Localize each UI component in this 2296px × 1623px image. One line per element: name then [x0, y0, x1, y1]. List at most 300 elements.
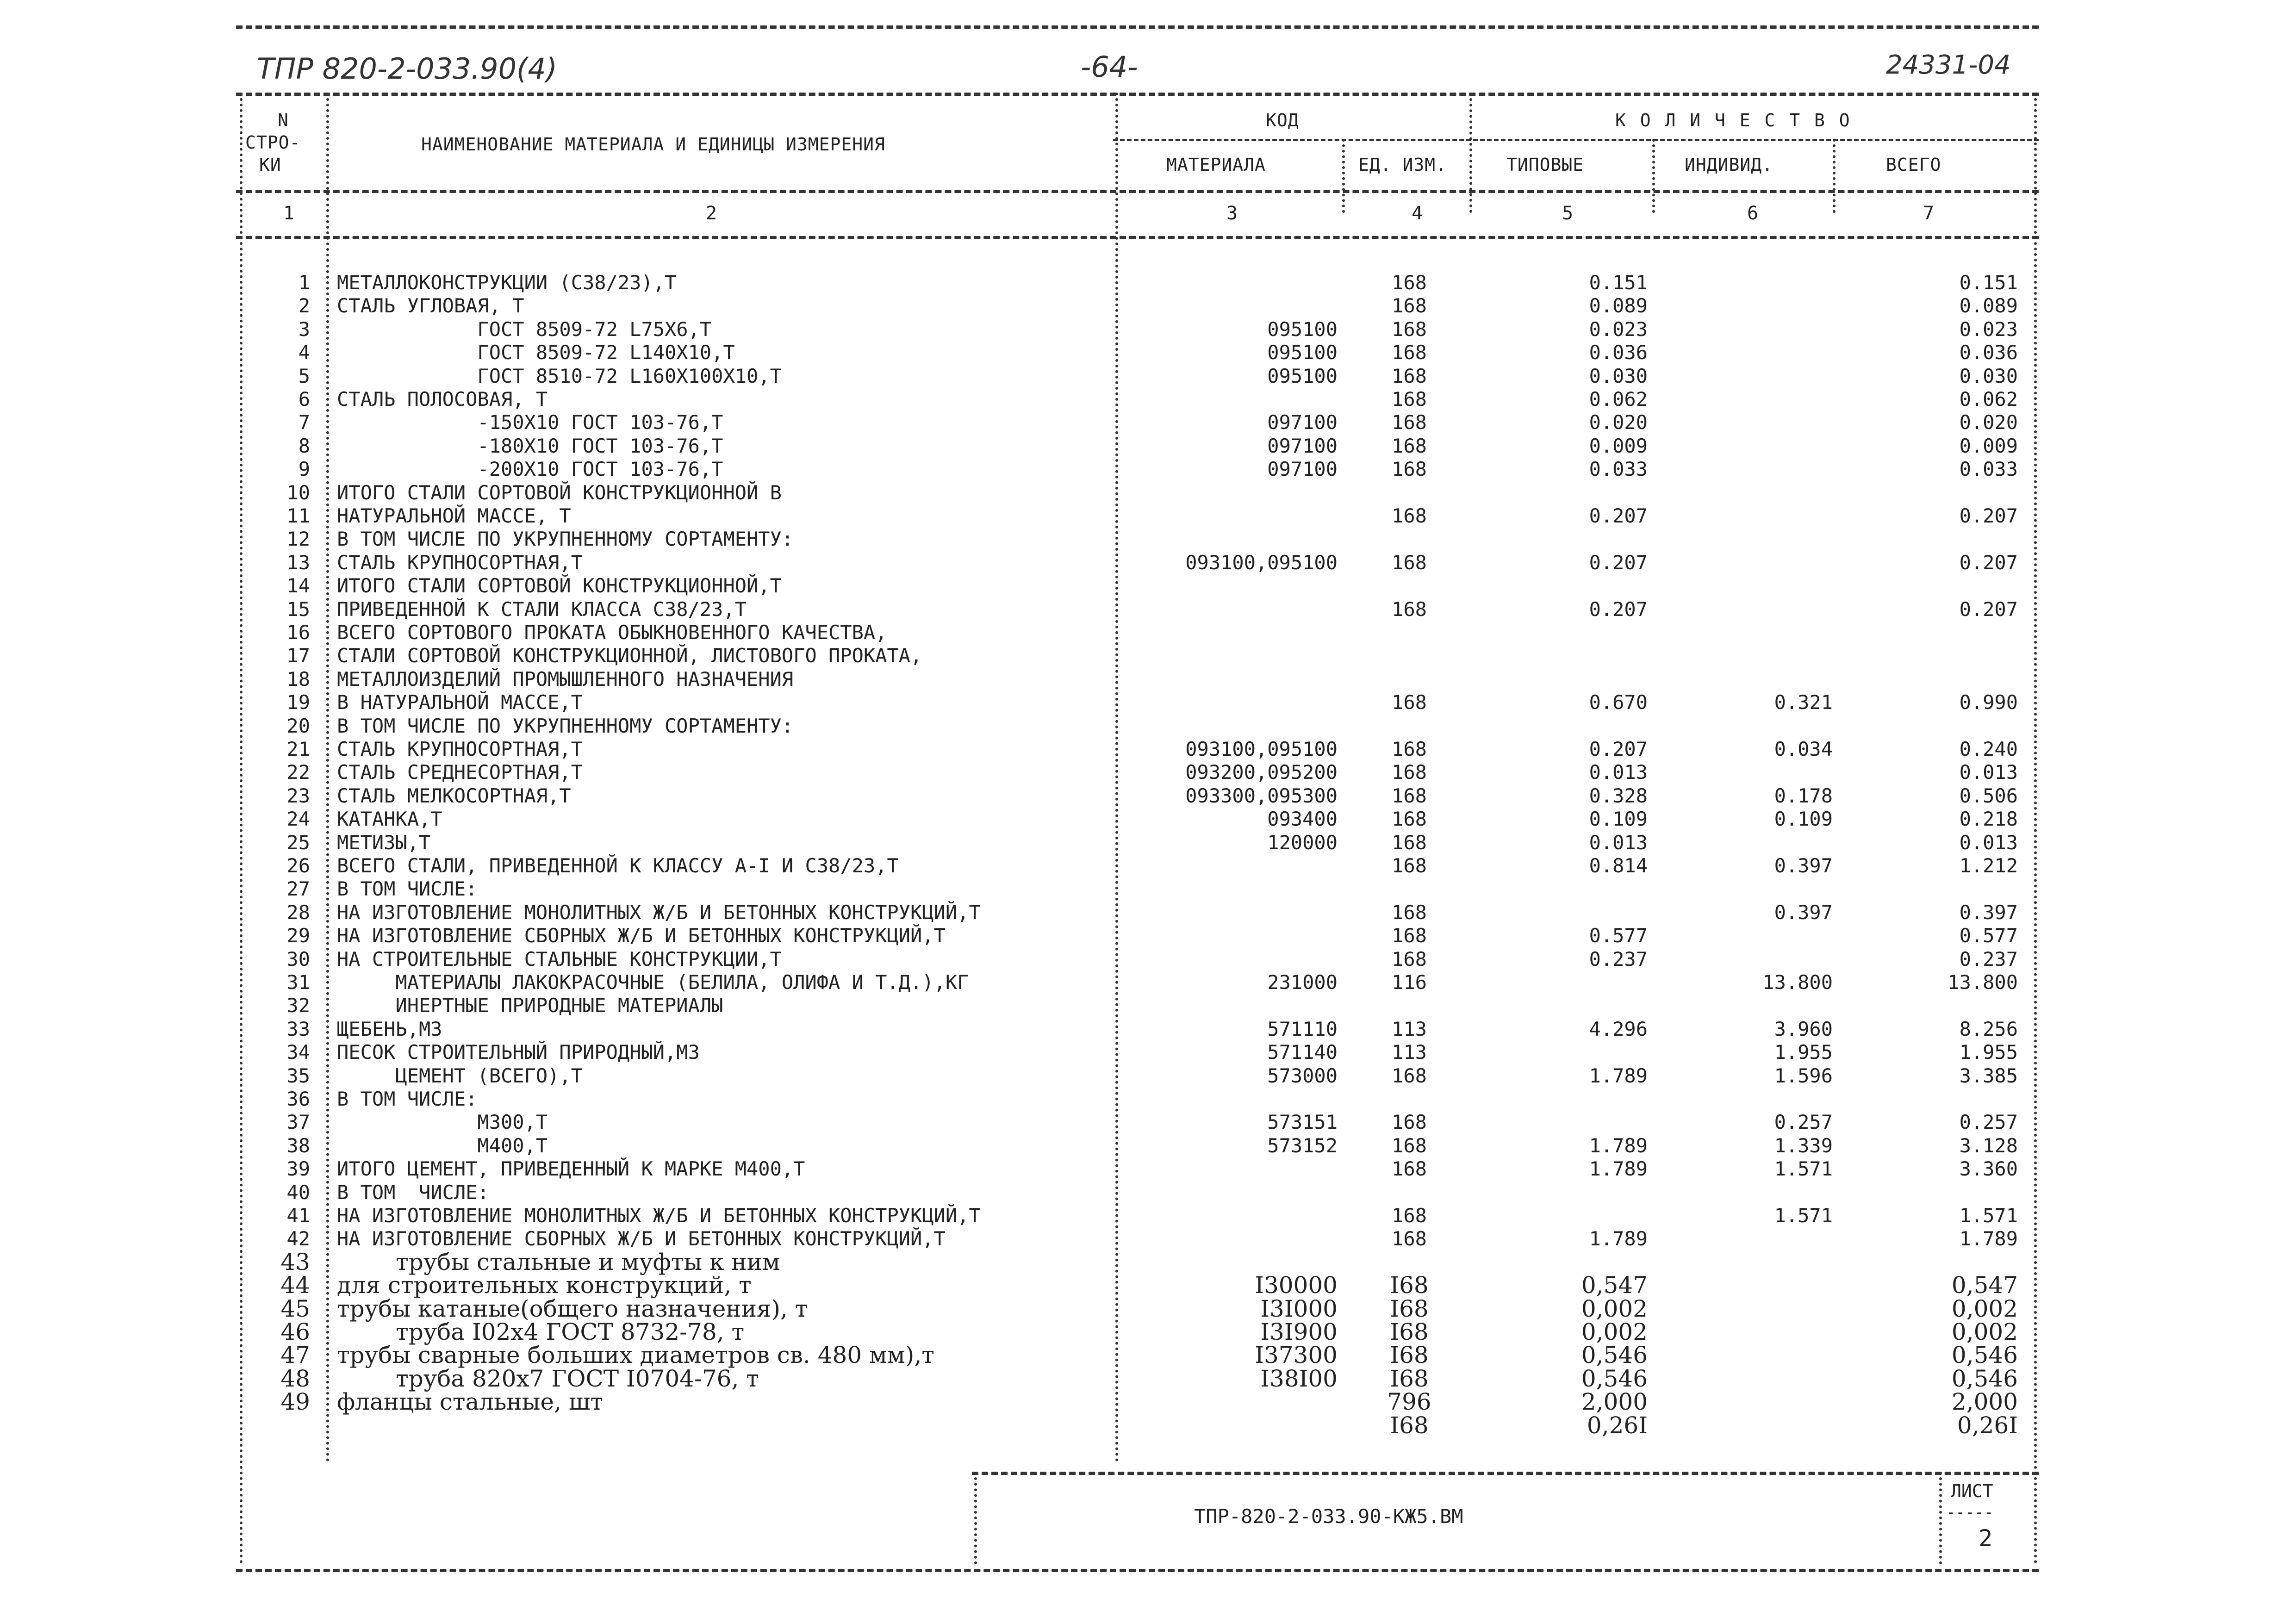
individual-qty: 1.571	[1774, 1204, 1833, 1227]
total-qty: 1.955	[1959, 1041, 2018, 1064]
material-code: I38I00	[1260, 1365, 1338, 1392]
material-name: В ТОМ ЧИСЛЕ:	[337, 1181, 489, 1204]
row-number: 4	[298, 341, 310, 364]
table-row	[0, 667, 2296, 691]
unit-code: 168	[1392, 784, 1427, 807]
typical-qty: 0.023	[1589, 317, 1648, 341]
total-qty: 0,26I	[1957, 1412, 2018, 1439]
table-row	[0, 784, 2296, 808]
material-name: трубы катаные(общего назначения), т	[337, 1295, 808, 1322]
material-name: МАТЕРИАЛЫ ЛАКОКРАСОЧНЫЕ (БЕЛИЛА, ОЛИФА И Т.Д.),КГ	[337, 971, 969, 994]
typical-qty: 0,002	[1581, 1295, 1648, 1322]
typical-qty: 0.207	[1589, 551, 1648, 574]
material-name: -200Х10 ГОСТ 103-76,Т	[337, 458, 723, 481]
material-code: 093100,095100	[1185, 551, 1338, 574]
total-qty: 3.385	[1959, 1064, 2018, 1087]
typical-qty: 4.296	[1589, 1017, 1648, 1040]
total-qty: 0.397	[1959, 901, 2018, 924]
table-row	[0, 597, 2296, 621]
material-name: ИНЕРТНЫЕ ПРИРОДНЫЕ МАТЕРИАЛЫ	[337, 994, 723, 1017]
typical-qty: 0.036	[1589, 341, 1648, 364]
total-qty: 3.360	[1959, 1157, 2018, 1181]
total-qty: 0.036	[1959, 341, 2018, 364]
row-number: 37	[286, 1111, 310, 1134]
material-code: 093300,095300	[1185, 784, 1338, 807]
row-number: 12	[286, 528, 310, 551]
total-qty: 0.218	[1959, 808, 2018, 831]
table-row	[0, 924, 2296, 947]
table-row	[0, 1064, 2296, 1088]
table-row	[0, 504, 2296, 528]
unit-code: 168	[1392, 901, 1427, 924]
individual-qty: 0.034	[1774, 738, 1833, 760]
total-qty: 0.023	[1959, 317, 2018, 341]
col-number: 3	[1226, 203, 1238, 224]
table-row	[0, 551, 2296, 574]
material-code: 097100	[1267, 434, 1338, 457]
total-qty: 0.030	[1959, 364, 2018, 387]
total-qty: 8.256	[1959, 1017, 2018, 1040]
total-qty: 0.506	[1959, 784, 2018, 807]
individual-header: ИНДИВИД.	[1685, 155, 1773, 175]
individual-qty: 1.339	[1774, 1134, 1833, 1157]
typical-qty: 0.207	[1589, 504, 1648, 527]
material-name: ИТОГО ЦЕМЕНТ, ПРИВЕДЕННЫЙ К МАРКЕ М400,Т	[337, 1157, 805, 1181]
material-name: В ТОМ ЧИСЛЕ ПО УКРУПНЕННОМУ СОРТАМЕНТУ:	[337, 714, 794, 737]
unit-code: 113	[1392, 1017, 1427, 1040]
typical-qty: 0.328	[1589, 784, 1648, 807]
material-code: 093200,095200	[1185, 761, 1338, 784]
material-name: СТАЛЬ КРУПНОСОРТНАЯ,Т	[337, 551, 583, 574]
row-number: 19	[286, 691, 310, 714]
total-qty: 0.577	[1959, 924, 2018, 947]
row-number: 17	[286, 644, 310, 667]
code-qty-divider	[1113, 139, 2039, 141]
table-row	[0, 527, 2296, 551]
body-top-border	[236, 236, 2039, 239]
table-row	[0, 970, 2296, 994]
doc-code: ТПР 820-2-033.90(4)	[257, 52, 557, 86]
col6-separator	[1833, 139, 1836, 213]
unit-code: 168	[1392, 854, 1427, 877]
table-row	[0, 1227, 2296, 1250]
row-number: 13	[286, 551, 310, 574]
row-number: 49	[280, 1388, 310, 1416]
material-name: В ТОМ ЧИСЛЕ ПО УКРУПНЕННОМУ СОРТАМЕНТУ:	[337, 528, 794, 551]
total-qty: 0.151	[1959, 271, 2018, 294]
total-qty: 0.089	[1959, 294, 2018, 317]
material-name: трубы сварные больших диаметров св. 480 мм),т	[337, 1342, 934, 1369]
row-number: 35	[286, 1064, 310, 1087]
col-number: 2	[706, 203, 717, 224]
material-name: НА ИЗГОТОВЛЕНИЕ МОНОЛИТНЫХ Ж/Б И БЕТОННЫХ КОНСТРУКЦИЙ,Т	[337, 901, 981, 924]
total-qty: 1.212	[1959, 854, 2018, 877]
total-header: ВСЕГО	[1886, 155, 1941, 175]
material-code: 231000	[1267, 971, 1338, 994]
col4-separator	[1469, 93, 1472, 213]
col5-separator	[1652, 139, 1655, 213]
row-number: 32	[286, 994, 310, 1017]
unit-code: 168	[1392, 761, 1427, 784]
total-qty: 0.033	[1959, 458, 2018, 481]
row-number: 2	[298, 294, 310, 317]
unit-code: 168	[1392, 597, 1427, 621]
material-name: ГОСТ 8509-72 L75Х6,Т	[337, 317, 712, 341]
row-number: 3	[298, 317, 310, 341]
col2-header: НАИМЕНОВАНИЕ МАТЕРИАЛА И ЕДИНИЦЫ ИЗМЕРЕНИЯ	[421, 134, 885, 155]
unit-code: I68	[1390, 1412, 1429, 1439]
material-name: СТАЛИ СОРТОВОЙ КОНСТРУКЦИОННОЙ, ЛИСТОВОГО ПРОКАТА,	[337, 644, 922, 667]
row-number: 14	[286, 574, 310, 597]
material-name: М300,Т	[337, 1111, 548, 1134]
table-row	[0, 621, 2296, 644]
table-row	[0, 1343, 2296, 1367]
typical-qty: 0.009	[1589, 434, 1648, 457]
unit-code: 168	[1392, 691, 1427, 714]
material-code: 097100	[1267, 458, 1338, 481]
material-name: -150Х10 ГОСТ 103-76,Т	[337, 411, 723, 434]
row-number: 36	[286, 1088, 310, 1110]
material-name: -180Х10 ГОСТ 103-76,Т	[337, 434, 723, 457]
total-qty: 0,547	[1951, 1272, 2018, 1299]
col1-header-bot: КИ	[259, 155, 281, 175]
col-number: 5	[1562, 203, 1574, 224]
typical-qty: 0,26I	[1587, 1412, 1648, 1439]
table-row	[0, 1110, 2296, 1134]
material-name: НА ИЗГОТОВЛЕНИЕ МОНОЛИТНЫХ Ж/Б И БЕТОННЫХ КОНСТРУКЦИЙ,Т	[337, 1204, 981, 1227]
table-row	[0, 831, 2296, 854]
material-code: 573152	[1267, 1134, 1338, 1157]
total-qty: 0,546	[1951, 1365, 2018, 1392]
typical-qty: 0.207	[1589, 597, 1648, 621]
material-name: МЕТАЛЛОКОНСТРУКЦИИ (С38/23),Т	[337, 271, 677, 294]
unit-code: 168	[1392, 831, 1427, 854]
stamp-sheet-divider: -----	[1946, 1503, 1994, 1522]
row-number: 47	[280, 1342, 310, 1369]
table-row	[0, 877, 2296, 901]
code-group-header: КОД	[1266, 110, 1299, 131]
total-qty: 0.062	[1959, 388, 2018, 410]
unit-code: 168	[1392, 271, 1427, 294]
material-name: СТАЛЬ СРЕДНЕСОРТНАЯ,Т	[337, 761, 583, 784]
total-qty: 0.237	[1959, 947, 2018, 970]
row-number: 33	[286, 1017, 310, 1040]
row-number: 10	[286, 481, 310, 504]
col-number: 1	[283, 203, 295, 224]
table-row	[0, 1181, 2296, 1204]
material-name: КАТАНКА,Т	[337, 808, 442, 831]
unit-code: 168	[1392, 434, 1427, 457]
material-name: ВСЕГО СТАЛИ, ПРИВЕДЕННОЙ К КЛАССУ А-I И С38/23,Т	[337, 854, 899, 877]
total-qty: 1.571	[1959, 1204, 2018, 1227]
total-qty: 0,002	[1951, 1318, 2018, 1345]
typical-qty: 0.814	[1589, 854, 1648, 877]
row-number: 21	[286, 738, 310, 760]
material-code: I30000	[1255, 1272, 1338, 1299]
unit-code: 168	[1392, 1227, 1427, 1250]
row-number: 26	[286, 854, 310, 877]
table-row	[0, 1204, 2296, 1227]
typical-qty: 0.109	[1589, 808, 1648, 831]
typical-qty: 0.089	[1589, 294, 1648, 317]
row-number: 45	[280, 1295, 310, 1322]
individual-qty: 3.960	[1774, 1017, 1833, 1040]
unit-code: 168	[1392, 808, 1427, 831]
unit-code: I68	[1390, 1318, 1429, 1345]
material-name: МЕТИЗЫ,Т	[337, 831, 431, 854]
typical-qty: 1.789	[1589, 1134, 1648, 1157]
row-number: 28	[286, 901, 310, 924]
unit-code: 168	[1392, 388, 1427, 410]
row-number: 25	[286, 831, 310, 854]
material-name: СТАЛЬ КРУПНОСОРТНАЯ,Т	[337, 738, 583, 760]
row-number: 39	[286, 1157, 310, 1181]
unit-code: 168	[1392, 504, 1427, 527]
typical-qty: 1.789	[1589, 1157, 1648, 1181]
row-number: 44	[280, 1272, 310, 1299]
table-row	[0, 1017, 2296, 1041]
total-qty: 3.128	[1959, 1134, 2018, 1157]
page-number: -64-	[1081, 50, 1138, 84]
row-number: 18	[286, 667, 310, 690]
row-number: 27	[286, 877, 310, 901]
row-number: 42	[286, 1227, 310, 1250]
typical-header: ТИПОВЫЕ	[1506, 155, 1584, 175]
material-name: НА ИЗГОТОВЛЕНИЕ СБОРНЫХ Ж/Б И БЕТОННЫХ КОНСТРУКЦИЙ,Т	[337, 1227, 946, 1250]
table-row	[0, 1297, 2296, 1321]
material-code: 097100	[1267, 411, 1338, 434]
material-name: М400,Т	[337, 1134, 548, 1157]
total-qty: 0,546	[1951, 1342, 2018, 1369]
material-name: ПРИВЕДЕННОЙ К СТАЛИ КЛАССА С38/23,Т	[337, 597, 747, 621]
unit-code: I68	[1390, 1295, 1429, 1322]
material-name: ГОСТ 8510-72 L160Х100Х10,Т	[337, 364, 782, 387]
total-qty: 1.789	[1959, 1227, 2018, 1250]
individual-qty: 0.109	[1774, 808, 1833, 831]
individual-qty: 0.257	[1774, 1111, 1833, 1134]
material-code: 095100	[1267, 317, 1338, 341]
individual-qty: 1.571	[1774, 1157, 1833, 1181]
material-name: труба 820х7 ГОСТ I0704-76, т	[337, 1365, 759, 1392]
table-row	[0, 434, 2296, 458]
col-number: 4	[1412, 203, 1423, 224]
row-number: 40	[286, 1181, 310, 1204]
row-number: 31	[286, 971, 310, 994]
table-row	[0, 737, 2296, 761]
typical-qty: 0.237	[1589, 947, 1648, 970]
material-name: ЩЕБЕНЬ,М3	[337, 1017, 442, 1040]
material-name: СТАЛЬ МЕЛКОСОРТНАЯ,Т	[337, 784, 571, 807]
row-number: 43	[280, 1248, 310, 1275]
row-number: 7	[298, 411, 310, 434]
stamp-top-border	[972, 1472, 2039, 1475]
row-number: 6	[298, 388, 310, 410]
material-name: В ТОМ ЧИСЛЕ:	[337, 1088, 478, 1110]
top-border	[236, 25, 2039, 29]
material-code: 571140	[1267, 1041, 1338, 1064]
unit-code: 796	[1387, 1388, 1431, 1416]
col1-header-top: N	[278, 110, 289, 131]
table-row	[0, 690, 2296, 714]
total-qty: 2,000	[1951, 1388, 2018, 1416]
row-number: 16	[286, 621, 310, 644]
total-qty: 0.990	[1959, 691, 2018, 714]
unit-code: 116	[1392, 971, 1427, 994]
row-number: 22	[286, 761, 310, 784]
typical-qty: 0,547	[1581, 1272, 1648, 1299]
table-row	[0, 994, 2296, 1017]
table-row	[0, 1320, 2296, 1344]
material-header: МАТЕРИАЛА	[1166, 155, 1266, 175]
stamp-left-border	[974, 1472, 977, 1564]
unit-code: 168	[1392, 947, 1427, 970]
row-number: 8	[298, 434, 310, 457]
row-number: 15	[286, 597, 310, 621]
unit-code: 168	[1392, 551, 1427, 574]
individual-qty: 0.397	[1774, 854, 1833, 877]
row-number: 29	[286, 924, 310, 947]
unit-code: 168	[1392, 1204, 1427, 1227]
table-row	[0, 1134, 2296, 1157]
row-number: 20	[286, 714, 310, 737]
table-row	[0, 1087, 2296, 1111]
col1-header-mid: СТРО-	[245, 132, 301, 153]
typical-qty: 0.577	[1589, 924, 1648, 947]
total-qty: 0,002	[1951, 1295, 2018, 1322]
material-code: 093400	[1267, 808, 1338, 831]
material-code: 095100	[1267, 364, 1338, 387]
table-row	[0, 1157, 2296, 1181]
material-code: I37300	[1255, 1342, 1338, 1369]
material-code: 573151	[1267, 1111, 1338, 1134]
material-name: ИТОГО СТАЛИ СОРТОВОЙ КОНСТРУКЦИОННОЙ В	[337, 481, 782, 504]
material-code: 095100	[1267, 341, 1338, 364]
material-name: СТАЛЬ ПОЛОСОВАЯ, Т	[337, 388, 548, 410]
typical-qty: 0.030	[1589, 364, 1648, 387]
unit-code: 168	[1392, 317, 1427, 341]
material-code: 120000	[1267, 831, 1338, 854]
table-row	[0, 457, 2296, 481]
unit-code: 168	[1392, 458, 1427, 481]
material-code: I3I000	[1260, 1295, 1338, 1322]
doc-number: 24331-04	[1886, 50, 2011, 80]
row-number: 5	[298, 364, 310, 387]
individual-qty: 1.596	[1774, 1064, 1833, 1087]
stamp-designation: ТПР-820-2-033.90-КЖ5.ВМ	[1194, 1505, 1463, 1528]
total-qty: 0.240	[1959, 738, 2018, 760]
table-row	[0, 317, 2296, 341]
total-qty: 0.013	[1959, 831, 2018, 854]
typical-qty: 0.207	[1589, 738, 1648, 760]
individual-qty: 0.321	[1774, 691, 1833, 714]
material-name: для строительных конструкций, т	[337, 1272, 752, 1299]
individual-qty: 13.800	[1762, 971, 1833, 994]
typical-qty: 2,000	[1581, 1388, 1648, 1416]
row-number: 34	[286, 1041, 310, 1064]
table-row	[0, 1040, 2296, 1064]
unit-code: I68	[1390, 1365, 1429, 1392]
typical-qty: 1.789	[1589, 1227, 1648, 1250]
unit-code: 168	[1392, 924, 1427, 947]
stamp-sheet-separator	[1939, 1472, 1942, 1564]
stamp-sheet-label: ЛИСТ	[1951, 1481, 1993, 1501]
row-number: 48	[280, 1365, 310, 1392]
table-row	[0, 341, 2296, 364]
table-row	[0, 760, 2296, 784]
table-row	[0, 1414, 2296, 1437]
header-divider	[236, 190, 2039, 193]
table-row	[0, 410, 2296, 434]
typical-qty: 0.033	[1589, 458, 1648, 481]
table-row	[0, 294, 2296, 317]
table-row	[0, 644, 2296, 667]
unit-code: 168	[1392, 738, 1427, 760]
typical-qty: 0.020	[1589, 411, 1648, 434]
typical-qty: 0.151	[1589, 271, 1648, 294]
typical-qty: 0.062	[1589, 388, 1648, 410]
unit-code: 168	[1392, 294, 1427, 317]
individual-qty: 0.178	[1774, 784, 1833, 807]
unit-code: 168	[1392, 341, 1427, 364]
material-code: 571110	[1267, 1017, 1338, 1040]
material-name: ПЕСОК СТРОИТЕЛЬНЫЙ ПРИРОДНЫЙ,М3	[337, 1041, 700, 1064]
material-name: В НАТУРАЛЬНОЙ МАССЕ,Т	[337, 691, 583, 714]
unit-code: I68	[1390, 1342, 1429, 1369]
typical-qty: 0.670	[1589, 691, 1648, 714]
total-qty: 0.257	[1959, 1111, 2018, 1134]
unit-header: ЕД. ИЗМ.	[1358, 155, 1447, 175]
row-number: 30	[286, 947, 310, 970]
total-qty: 13.800	[1948, 971, 2018, 994]
material-name: труба I02х4 ГОСТ 8732-78, т	[337, 1318, 745, 1345]
typical-qty: 0.013	[1589, 761, 1648, 784]
row-number: 38	[286, 1134, 310, 1157]
total-qty: 0.207	[1959, 597, 2018, 621]
bottom-border	[236, 1569, 2039, 1572]
table-row	[0, 947, 2296, 971]
unit-code: 168	[1392, 411, 1427, 434]
row-number: 46	[280, 1318, 310, 1345]
table-row	[0, 271, 2296, 294]
stamp-sheet-number: 2	[1979, 1525, 1993, 1552]
table-row	[0, 1274, 2296, 1297]
row-number: 9	[298, 458, 310, 481]
unit-code: 168	[1392, 1111, 1427, 1134]
row-number: 1	[298, 271, 310, 294]
total-qty: 0.207	[1959, 551, 2018, 574]
table-row	[0, 364, 2296, 388]
unit-code: I68	[1390, 1272, 1429, 1299]
total-qty: 0.013	[1959, 761, 2018, 784]
row-number: 24	[286, 808, 310, 831]
material-name: НАТУРАЛЬНОЙ МАССЕ, Т	[337, 504, 571, 527]
material-name: В ТОМ ЧИСЛЕ:	[337, 877, 478, 901]
col3-separator	[1342, 139, 1345, 213]
total-qty: 0.009	[1959, 434, 2018, 457]
unit-code: 168	[1392, 1157, 1427, 1181]
material-name: трубы стальные и муфты к ним	[337, 1248, 780, 1275]
unit-code: 168	[1392, 1134, 1427, 1157]
material-name: СТАЛЬ УГЛОВАЯ, Т	[337, 294, 524, 317]
table-row	[0, 714, 2296, 738]
table-row	[0, 574, 2296, 597]
table-row	[0, 1390, 2296, 1414]
table-row	[0, 481, 2296, 504]
material-name: ИТОГО СТАЛИ СОРТОВОЙ КОНСТРУКЦИОННОЙ,Т	[337, 574, 782, 597]
material-name: ГОСТ 8509-72 L140Х10,Т	[337, 341, 735, 364]
typical-qty: 0,546	[1581, 1342, 1648, 1369]
unit-code: 113	[1392, 1041, 1427, 1064]
